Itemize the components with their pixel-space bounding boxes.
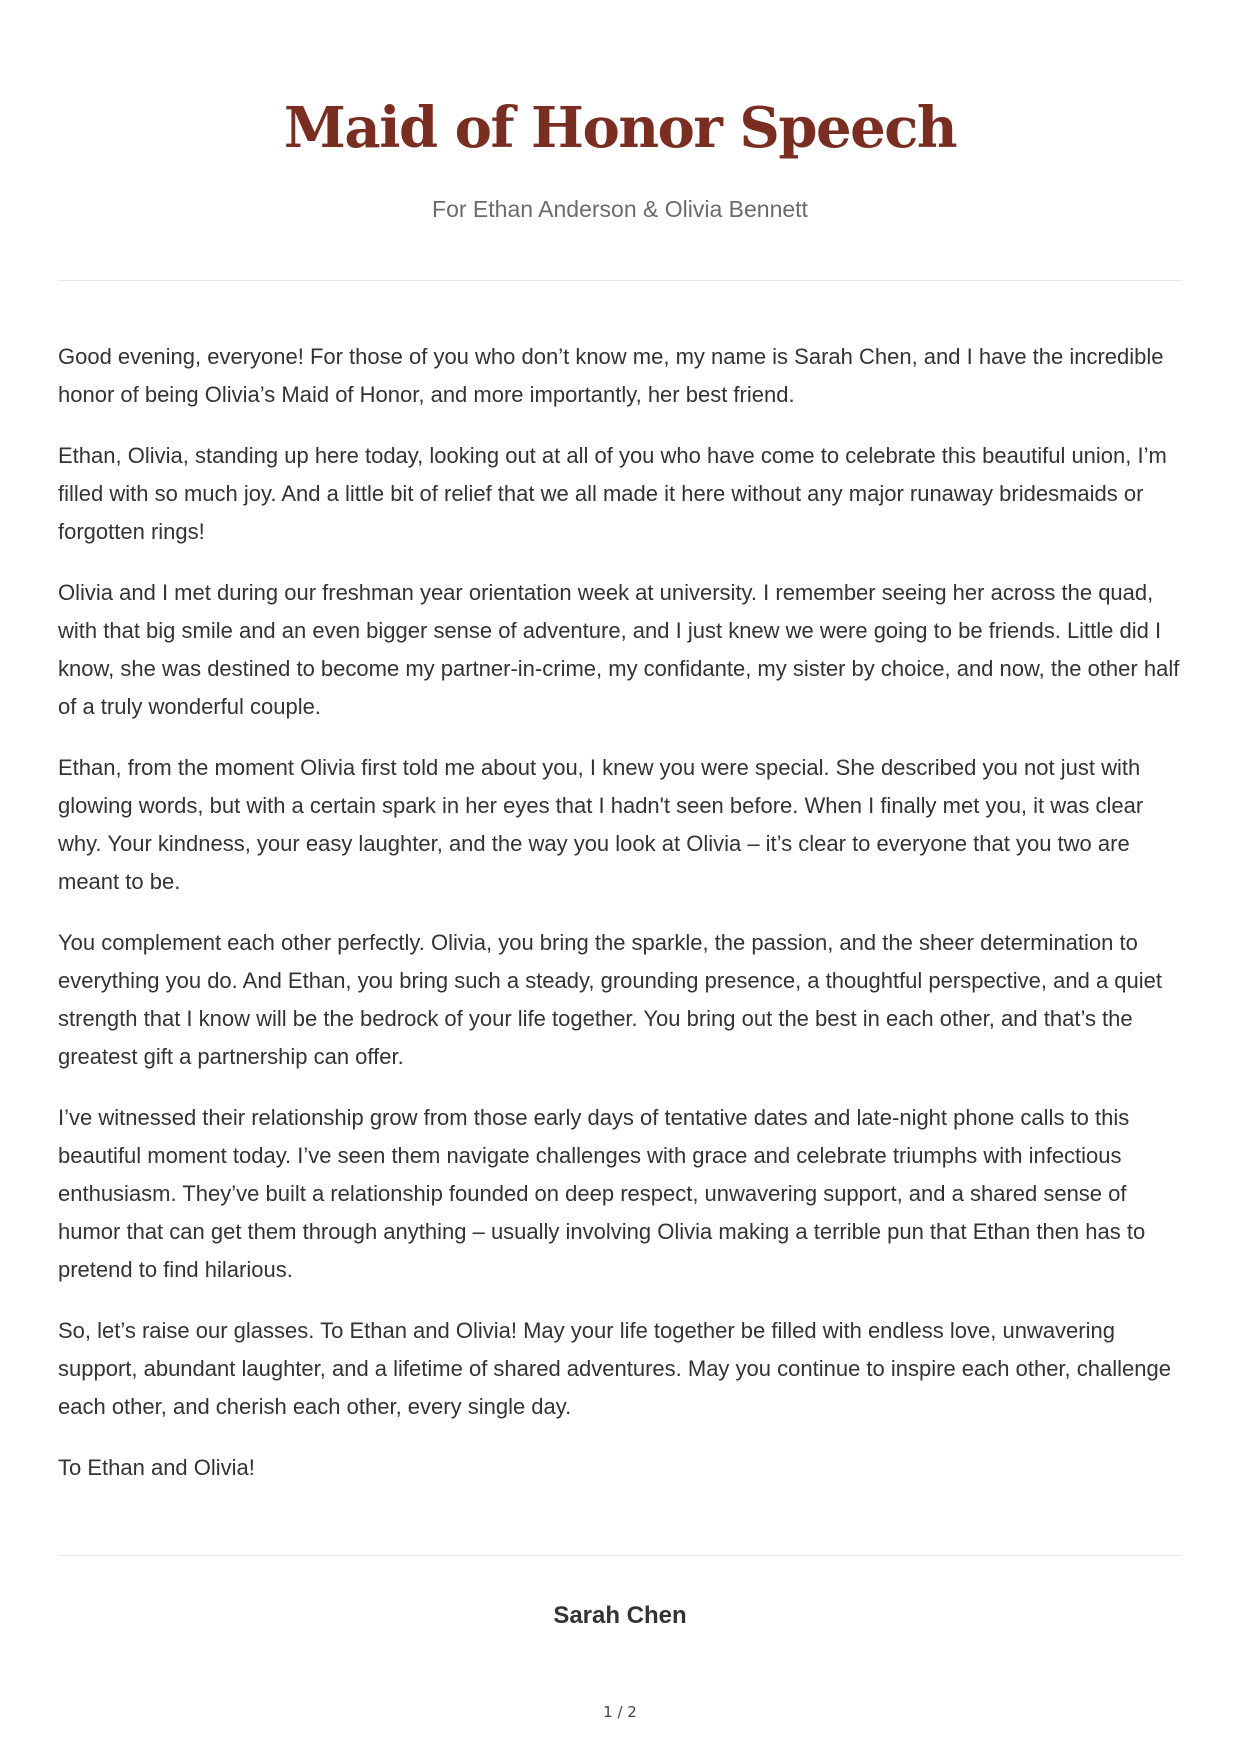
top-divider	[58, 280, 1182, 281]
speech-page	[58, 0, 1182, 1756]
speech-paragraph: To Ethan and Olivia!	[58, 1455, 255, 1480]
speech-paragraph: I’ve witnessed their relationship grow from those early days of tentative dates and late-night phone calls to this beautiful moment today. I’ve seen them navigate challenges with grace and celebrate triumphs with infectious enthusiasm. They’ve built a relationship founded on deep respect, unwavering support, and a shared sense of humor that can get them through anything – usually involving Olivia making a terrible pun that Ethan then has to pretend to find hilarious.	[58, 1105, 1146, 1282]
signature-name: Sarah Chen	[553, 1602, 687, 1629]
speech-body	[58, 338, 1182, 1510]
speech-paragraph: So, let’s raise our glasses. To Ethan and Olivia! May your life together be filled with endless love, unwavering support, abundant laughter, and a lifetime of shared adventures. May you continue to inspire each other, challenge each other, and cherish each other, every single day.	[58, 1318, 1171, 1419]
bottom-divider	[58, 1555, 1182, 1556]
speech-paragraph: Ethan, Olivia, standing up here today, looking out at all of you who have come to celebrate this beautiful union, I’m filled with so much joy. And a little bit of relief that we all made it here without any major runaway bridesmaids or forgotten rings!	[58, 443, 1167, 544]
page-subtitle: For Ethan Anderson & Olivia Bennett	[432, 196, 808, 222]
speech-paragraph: Good evening, everyone! For those of you who don’t know me, my name is Sarah Chen, and I have the incredible honor of being Olivia’s Maid of Honor, and more importantly, her best friend.	[58, 344, 1164, 407]
page-title: Maid of Honor Speech	[283, 95, 957, 161]
speech-paragraph: Olivia and I met during our freshman year orientation week at university. I remember seeing her across the quad, with that big smile and an even bigger sense of adventure, and I just knew we were going to be friends. Little did I know, she was destined to become my partner-in-crime, my confidante, my sister by choice, and now, the other half of a truly wonderful couple.	[58, 580, 1180, 719]
speech-paragraph: Ethan, from the moment Olivia first told me about you, I knew you were special. She described you not just with glowing words, but with a certain spark in her eyes that I hadn't seen before. When I finally met you, it was clear why. Your kindness, your easy laughter, and the way you look at Olivia – it’s clear to everyone that you two are meant to be.	[58, 755, 1144, 894]
page-number: 1 / 2	[603, 1703, 637, 1721]
speech-paragraph: You complement each other perfectly. Olivia, you bring the sparkle, the passion, and the sheer determination to everything you do. And Ethan, you bring such a steady, grounding presence, a thoughtful perspective, and a quiet strength that I know will be the bedrock of your life together. You bring out the best in each other, and that’s the greatest gift a partnership can offer.	[58, 930, 1163, 1069]
